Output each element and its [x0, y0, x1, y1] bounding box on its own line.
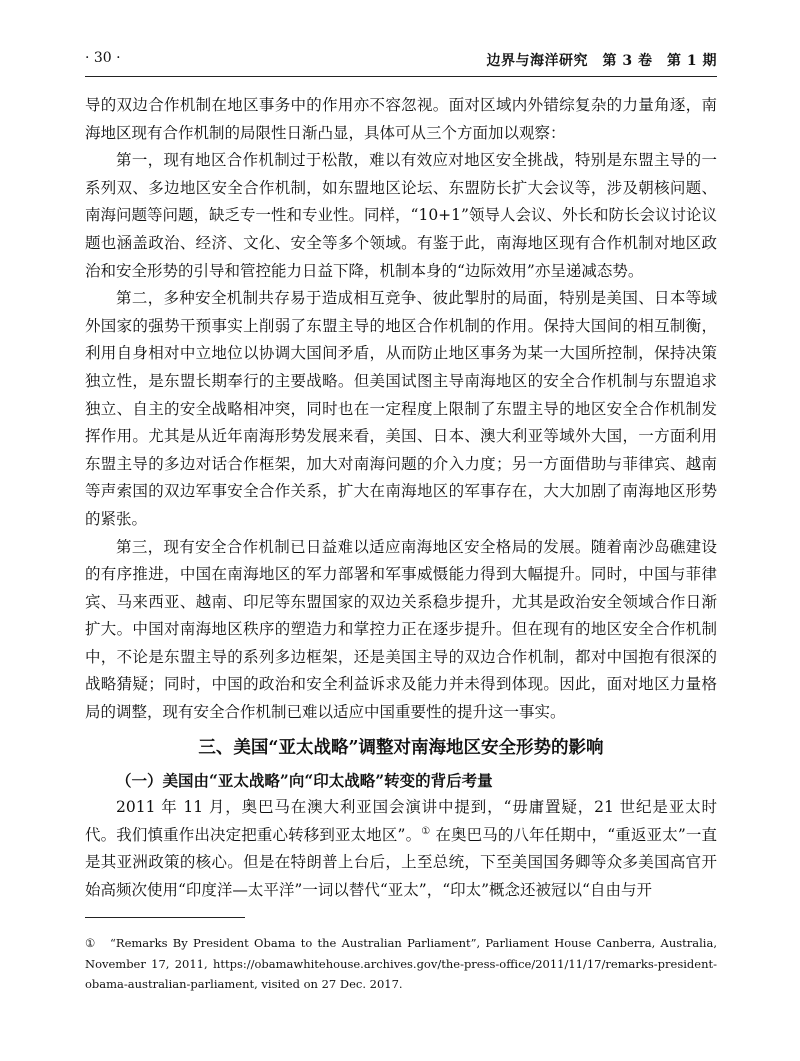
paragraph-text-before-note: 2011 年 11 月，奥巴马在澳大利亚国会演讲中提到，“毋庸置疑，21 世纪是亚太时代。我们慎重作出决定把重心转移到亚太地区”。 [85, 798, 717, 844]
footnote-text: ① “Remarks By President Obama to the Australian Parliament”, Parliament House Canberra, Australia, November 17, 2011, https://obamawhitehouse.archives.gov/the-press-office/2011/11/17/remarks-president-obama-australian-parliament, visited on 27 Dec. 2017. [85, 936, 717, 991]
section-heading: 三、美国“亚太战略”调整对南海地区安全形势的影响 [198, 737, 604, 758]
paragraph-first-point: 第一，现有地区合作机制过于松散，难以有效应对地区安全挑战，特别是东盟主导的一系列双、多边地区安全合作机制，如东盟地区论坛、东盟防长扩大会议等，涉及朝核问题、南海问题等问题，缺乏专一性和专业性。同样，“10+1”领导人会议、外长和防长会议讨论议题也涵盖政治、经济、文化、安全等多个领域。有鉴于此，南海地区现有合作机制对地区政治和安全形势的引导和管控能力日益下降，机制本身的“边际效用”亦呈递减态势。 [85, 151, 717, 280]
running-header [85, 48, 717, 77]
paragraph-second-point: 第二，多种安全机制共存易于造成相互竞争、彼此掣肘的局面，特别是美国、日本等域外国家的强势干预事实上削弱了东盟主导的地区合作机制的作用。保持大国间的相互制衡，利用自身相对中立地位以协调大国间矛盾，从而防止地区事务为某一大国所控制，保持决策独立性，是东盟长期奉行的主要战略。但美国试图主导南海地区的安全合作机制与东盟追求独立、自主的安全战略相冲突，同时也在一定程度上限制了东盟主导的地区安全合作机制发挥作用。尤其是从近年南海形势发展来看，美国、日本、澳大利亚等域外大国，一方面利用东盟主导的多边对话合作框架，加大对南海问题的介入力度；另一方面借助与菲律宾、越南等声索国的双边军事安全合作关系，扩大在南海地区的军事存在，大大加剧了南海地区形势的紧张。 [85, 289, 717, 528]
paragraph-continuation: 导的双边合作机制在地区事务中的作用亦不容忽视。面对区域内外错综复杂的力量角逐，南海地区现有合作机制的局限性日渐凸显，具体可从三个方面加以观察： [85, 96, 717, 142]
journal-title: 边界与海洋研究 第 3 卷 第 1 期 [486, 53, 717, 69]
paragraph-obama-speech [85, 794, 717, 904]
paragraph-text-after-note: 在奥巴马的八年任期中，“重返亚太”一直是其亚洲政策的核心。但是在特朗普上台后，上至总统，下至美国国务卿等众多美国高官开始高频次使用“印度洋—太平洋”一词以替代“亚太”，“印太”概念还被冠以“自由与开 [85, 825, 717, 900]
footnote-divider [85, 917, 245, 918]
page-number: · 30 · [85, 50, 121, 66]
paragraph-third-point: 第三，现有安全合作机制已日益难以适应南海地区安全格局的发展。随着南沙岛礁建设的有序推进，中国在南海地区的军力部署和军事威慑能力得到大幅提升。同时，中国与菲律宾、马来西亚、越南、印尼等东盟国家的双边关系稳步提升，尤其是政治安全领域合作日渐扩大。中国对南海地区秩序的塑造力和掌控力正在逐步提升。但在现有的地区安全合作机制中，不论是东盟主导的系列多边框架，还是美国主导的双边合作机制，都对中国抱有很深的战略猜疑；同时，中国的政治和安全利益诉求及能力并未得到体现。因此，面对地区力量格局的调整，现有安全合作机制已难以适应中国重要性的提升这一事实。 [85, 537, 717, 722]
footnote-reference: ① [421, 825, 431, 837]
subsection-heading: （一）美国由“亚太战略”向“印太战略”转变的背后考量 [116, 770, 493, 790]
footnote [85, 933, 717, 995]
body-text [85, 92, 717, 905]
